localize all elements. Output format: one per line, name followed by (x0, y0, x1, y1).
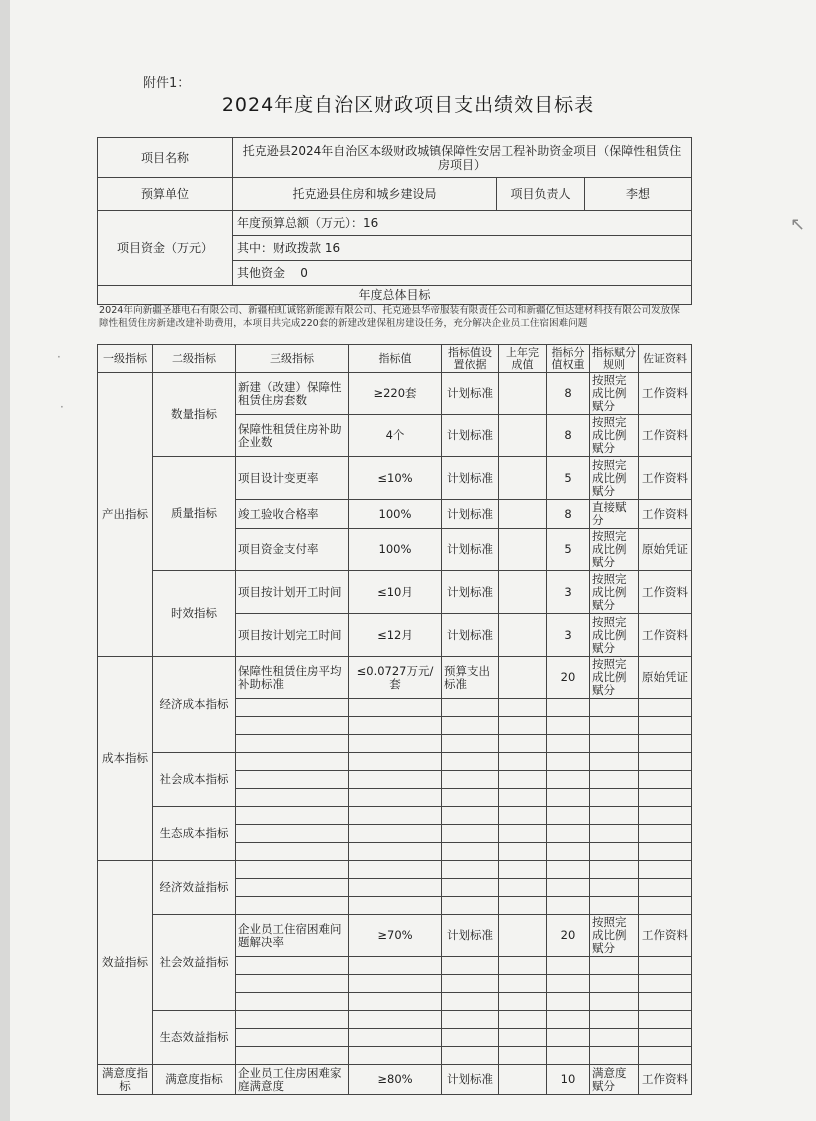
row-last-year (499, 657, 547, 699)
level1-satisfaction: 满意度指标 (98, 1065, 153, 1095)
row-rule: 按照完成比例赋分 (590, 614, 639, 657)
row-last-year (499, 457, 547, 500)
row-name: 项目按计划开工时间 (236, 571, 349, 614)
row-weight: 3 (547, 571, 590, 614)
row-evidence: 工作资料 (639, 373, 692, 415)
row-value: 4个 (349, 415, 442, 457)
level1-benefit: 效益指标 (98, 861, 153, 1065)
level2-eco-benefit: 生态效益指标 (153, 1011, 236, 1065)
level2-econ-benefit: 经济效益指标 (153, 861, 236, 915)
row-evidence: 原始凭证 (639, 529, 692, 571)
row-rule: 按照完成比例赋分 (590, 373, 639, 415)
row-rule: 按照完成比例赋分 (590, 529, 639, 571)
row-value: ≤10月 (349, 571, 442, 614)
row-name: 企业员工住宿困难问题解决率 (236, 915, 349, 957)
row-name: 竣工验收合格率 (236, 500, 349, 529)
row-basis: 计划标准 (442, 415, 499, 457)
row-last-year (499, 915, 547, 957)
row-basis: 计划标准 (442, 614, 499, 657)
row-evidence: 工作资料 (639, 571, 692, 614)
project-name-label: 项目名称 (98, 138, 233, 178)
row-evidence: 原始凭证 (639, 657, 692, 699)
row-evidence: 工作资料 (639, 415, 692, 457)
header-basis: 指标值设置依据 (442, 345, 499, 373)
funds-fiscal: 其中：财政拨款 16 (233, 236, 692, 261)
level2-eco-cost: 生态成本指标 (153, 807, 236, 861)
scan-speck: · (60, 400, 64, 414)
row-evidence: 工作资料 (639, 457, 692, 500)
row-basis: 计划标准 (442, 529, 499, 571)
level2-social-cost: 社会成本指标 (153, 753, 236, 807)
funds-other (233, 261, 692, 286)
table-row-empty (98, 861, 692, 879)
project-leader-value: 李想 (585, 178, 692, 211)
header-level3: 三级指标 (236, 345, 349, 373)
row-last-year (499, 571, 547, 614)
row-value: ≥80% (349, 1065, 442, 1095)
table-row (98, 915, 692, 957)
row-rule: 按照完成比例赋分 (590, 457, 639, 500)
row-last-year (499, 415, 547, 457)
row-rule: 满意度赋分 (590, 1065, 639, 1095)
table-row (98, 657, 692, 699)
row-name: 保障性租赁住房平均补助标准 (236, 657, 349, 699)
row-weight: 3 (547, 614, 590, 657)
overall-goal-text: 2024年向新疆圣雄电石有限公司、新疆柏虹诚铭新能源有限公司、托克逊县华帝服装有限责任公司和新疆亿恒达建材科技有限公司发放保障性租赁住房新建改建补助费用，本项目共完成220套的新建改建保租房建设任务，充分解决企业员工住宿困难问题 (99, 305, 680, 329)
level2-econ-cost: 经济成本指标 (153, 657, 236, 753)
row-rule: 按照完成比例赋分 (590, 915, 639, 957)
row-value: 100% (349, 500, 442, 529)
row-weight: 8 (547, 373, 590, 415)
project-name-value: 托克逊县2024年自治区本级财政城镇保障性安居工程补助资金项目（保障性租赁住房项目） (233, 138, 692, 178)
project-leader-label: 项目负责人 (497, 178, 585, 211)
row-last-year (499, 529, 547, 571)
row-basis: 计划标准 (442, 373, 499, 415)
overall-goal-label: 年度总体目标 (98, 286, 692, 305)
row-name: 项目按计划完工时间 (236, 614, 349, 657)
project-info-table (97, 137, 692, 305)
funds-other-label: 其他资金 (237, 266, 286, 280)
row-basis: 计划标准 (442, 1065, 499, 1095)
row-basis: 计划标准 (442, 457, 499, 500)
row-basis: 计划标准 (442, 915, 499, 957)
row-value: ≤12月 (349, 614, 442, 657)
document-title: 2024年度自治区财政项目支出绩效目标表 (221, 94, 595, 116)
row-evidence: 工作资料 (639, 500, 692, 529)
scan-speck: · (57, 350, 61, 364)
table-row-empty (98, 753, 692, 771)
row-rule: 按照完成比例赋分 (590, 657, 639, 699)
row-value: ≤10% (349, 457, 442, 500)
indicator-table (97, 344, 692, 1095)
budget-unit-label: 预算单位 (98, 178, 233, 211)
table-row (98, 457, 692, 500)
table-row (98, 373, 692, 415)
header-rule: 指标赋分规则 (590, 345, 639, 373)
row-rule: 按照完成比例赋分 (590, 571, 639, 614)
row-rule: 直接赋分 (590, 500, 639, 529)
header-level2: 二级指标 (153, 345, 236, 373)
table-row (98, 571, 692, 614)
level2-satisfaction: 满意度指标 (153, 1065, 236, 1095)
table-row-empty (98, 807, 692, 825)
row-weight: 5 (547, 457, 590, 500)
header-value: 指标值 (349, 345, 442, 373)
funds-total: 年度预算总额（万元）：16 (233, 211, 692, 236)
table-row (98, 1065, 692, 1095)
row-name: 企业员工住房困难家庭满意度 (236, 1065, 349, 1095)
header-evidence: 佐证资料 (639, 345, 692, 373)
header-last-year: 上年完成值 (499, 345, 547, 373)
row-evidence: 工作资料 (639, 614, 692, 657)
row-last-year (499, 373, 547, 415)
row-rule: 按照完成比例赋分 (590, 415, 639, 457)
funds-other-value: 0 (300, 266, 308, 280)
row-value: ≥220套 (349, 373, 442, 415)
header-level1: 一级指标 (98, 345, 153, 373)
project-funds-label: 项目资金（万元） (98, 211, 233, 286)
scan-mark: ↖ (790, 214, 806, 235)
row-name: 项目设计变更率 (236, 457, 349, 500)
row-value: ≥70% (349, 915, 442, 957)
row-value: ≤0.0727万元/套 (349, 657, 442, 699)
row-basis: 预算支出标准 (442, 657, 499, 699)
row-name: 项目资金支付率 (236, 529, 349, 571)
header-weight: 指标分值权重 (547, 345, 590, 373)
row-value: 100% (349, 529, 442, 571)
row-basis: 计划标准 (442, 571, 499, 614)
level2-social-benefit: 社会效益指标 (153, 915, 236, 1011)
level2-timeliness: 时效指标 (153, 571, 236, 657)
row-weight: 8 (547, 415, 590, 457)
table-row-empty (98, 1011, 692, 1029)
level1-cost: 成本指标 (98, 657, 153, 861)
row-name: 新建（改建）保障性租赁住房套数 (236, 373, 349, 415)
row-evidence: 工作资料 (639, 1065, 692, 1095)
level1-output: 产出指标 (98, 373, 153, 657)
attachment-label: 附件1： (143, 76, 191, 91)
row-evidence: 工作资料 (639, 915, 692, 957)
row-last-year (499, 500, 547, 529)
row-last-year (499, 614, 547, 657)
row-name: 保障性租赁住房补助企业数 (236, 415, 349, 457)
row-weight: 20 (547, 657, 590, 699)
row-weight: 8 (547, 500, 590, 529)
row-weight: 5 (547, 529, 590, 571)
level2-quantity: 数量指标 (153, 373, 236, 457)
level2-quality: 质量指标 (153, 457, 236, 571)
row-basis: 计划标准 (442, 500, 499, 529)
row-weight: 10 (547, 1065, 590, 1095)
scan-edge (0, 0, 10, 1121)
row-weight: 20 (547, 915, 590, 957)
budget-unit-value: 托克逊县住房和城乡建设局 (233, 178, 497, 211)
row-last-year (499, 1065, 547, 1095)
